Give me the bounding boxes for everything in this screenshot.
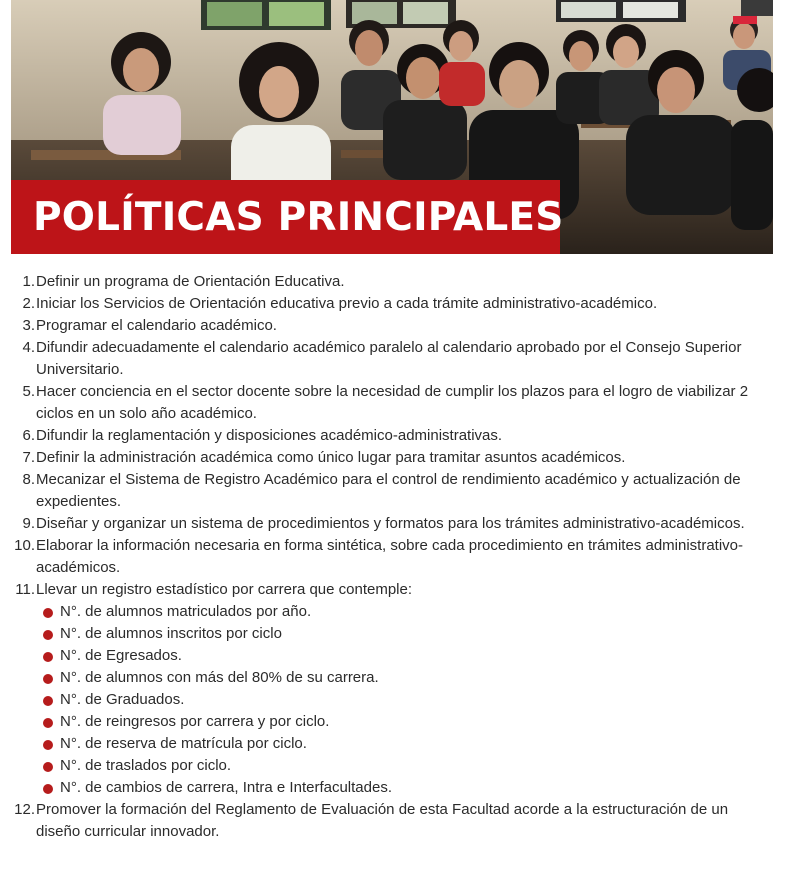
policy-text: Diseñar y organizar un sistema de procedimientos y formatos para los trámites administrativo-académicos. — [36, 515, 745, 532]
policy-item — [0, 293, 785, 315]
policy-text: Mecanizar el Sistema de Registro Académico para el control de rendimiento académico y actualización de expedientes. — [36, 471, 741, 510]
policy-item — [0, 337, 785, 381]
policy-text: Difundir adecuadamente el calendario académico paralelo al calendario aprobado por el Consejo Superior Universitario. — [36, 339, 742, 378]
policy-item — [0, 447, 785, 469]
list-item: N°. de reingresos por carrera y por ciclo. — [36, 711, 775, 733]
policy-number: 5. — [22, 383, 35, 400]
list-item: N°. de reserva de matrícula por ciclo. — [36, 733, 775, 755]
policy-text: Definir un programa de Orientación Educativa. — [36, 273, 345, 290]
list-item: N°. de traslados por ciclo. — [36, 755, 775, 777]
list-item: N°. de alumnos matriculados por año. — [36, 601, 775, 623]
policy-text: Promover la formación del Reglamento de Evaluación de esta Facultad acorde a la estructuración de un diseño curricular innovador. — [36, 801, 729, 840]
list-item: N°. de cambios de carrera, Intra e Interfacultades. — [36, 777, 775, 799]
policy-number: 12. — [14, 801, 35, 818]
policy-item — [0, 425, 785, 447]
title-banner — [11, 180, 564, 254]
statistics-sublist — [36, 601, 775, 799]
policy-number: 8. — [22, 471, 35, 488]
policy-number: 6. — [22, 427, 35, 444]
policy-number: 1. — [22, 273, 35, 290]
policy-item — [0, 469, 785, 513]
list-item: N°. de Graduados. — [36, 689, 775, 711]
bullet-dot-icon — [43, 608, 53, 618]
policy-text: Llevar un registro estadístico por carrera que contemple: — [36, 581, 413, 598]
policy-text: Elaborar la información necesaria en forma sintética, sobre cada procedimiento en trámites administrativo-académicos. — [36, 537, 743, 576]
policy-number: 11. — [15, 581, 35, 598]
policy-text: Definir la administración académica como único lugar para tramitar asuntos académicos. — [36, 449, 626, 466]
policy-text: Iniciar los Servicios de Orientación educativa previo a cada trámite administrativo-académico. — [36, 295, 658, 312]
bullet-dot-icon — [43, 718, 53, 728]
bullet-dot-icon — [43, 652, 53, 662]
policy-item — [0, 271, 785, 293]
page-title: POLÍTICAS PRINCIPALES — [33, 195, 564, 240]
policy-item — [0, 315, 785, 337]
bullet-dot-icon — [43, 696, 53, 706]
policy-item — [0, 799, 785, 843]
policy-number: 2. — [22, 295, 35, 312]
policy-item — [0, 381, 785, 425]
list-item: N°. de Egresados. — [36, 645, 775, 667]
bullet-dot-icon — [43, 740, 53, 750]
policy-number: 4. — [22, 339, 35, 356]
list-item: N°. de alumnos inscritos por ciclo — [36, 623, 775, 645]
policy-item — [0, 535, 785, 579]
policy-number: 9. — [22, 515, 35, 532]
bullet-dot-icon — [43, 630, 53, 640]
policy-item — [0, 579, 785, 799]
policy-text: Difundir la reglamentación y disposiciones académico-administrativas. — [36, 427, 503, 444]
list-item: N°. de alumnos con más del 80% de su carrera. — [36, 667, 775, 689]
bullet-dot-icon — [43, 784, 53, 794]
policy-item — [0, 513, 785, 535]
policy-text: Programar el calendario académico. — [36, 317, 277, 334]
bullet-dot-icon — [43, 762, 53, 772]
policy-number: 3. — [22, 317, 35, 334]
policy-number: 7. — [22, 449, 35, 466]
policies-list — [0, 271, 785, 843]
bullet-dot-icon — [43, 674, 53, 684]
policy-number: 10. — [14, 537, 35, 554]
policy-text: Hacer conciencia en el sector docente sobre la necesidad de cumplir los plazos para el logro de viabilizar 2 ciclos en un solo año académico. — [36, 383, 749, 422]
